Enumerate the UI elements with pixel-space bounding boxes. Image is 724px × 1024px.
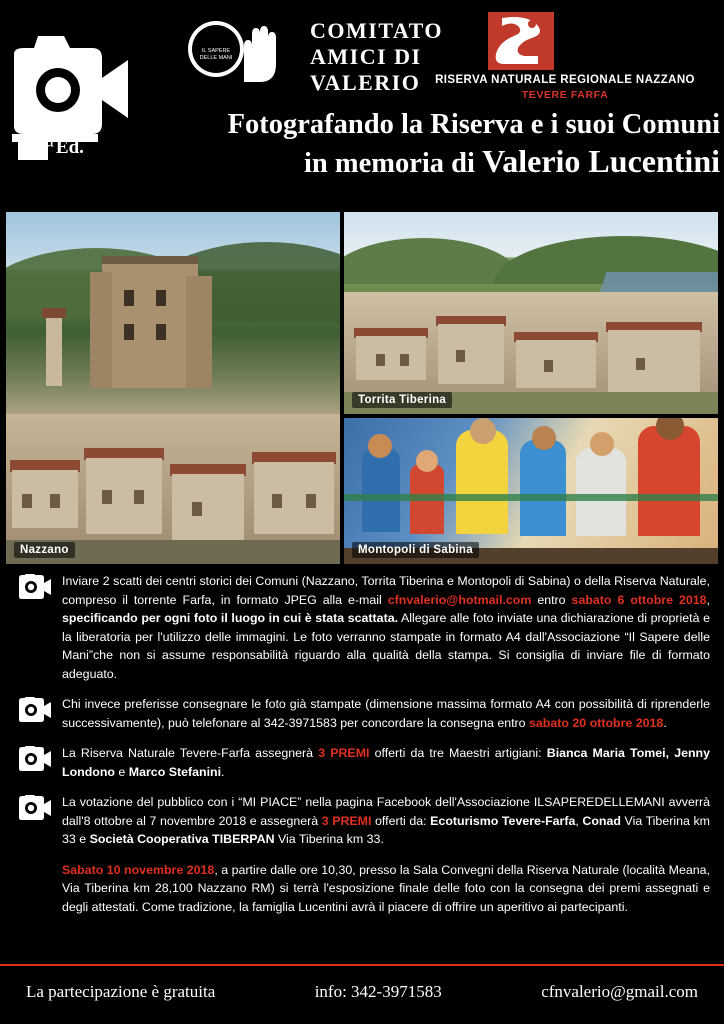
footer-info-phone: info: 342-3971583 bbox=[314, 982, 442, 1001]
body-text bbox=[0, 572, 724, 964]
paragraph-text: Sabato 10 novembre 2018, a partire dalle ore 10,30, presso la Sala Convegni della Riserva Naturale (località Meana, Via Tiberina km 28,100 Nazzano RM) si terrà l'esposizione finale delle foto con la consegna dei premi assegnati e degli attestati. Come tradizione, la famiglia Lucentini avrà il piacere di offrire un aperitivo ai partecipanti. bbox=[62, 862, 710, 914]
reserve-mark-icon bbox=[488, 12, 554, 70]
title-line-2 bbox=[120, 143, 720, 182]
photo-caption-nazzano: Nazzano bbox=[14, 542, 75, 558]
rules-paragraph bbox=[0, 744, 724, 781]
edition-label: Ed. bbox=[55, 137, 84, 158]
reserve-name: RISERVA NATURALE REGIONALE NAZZANO bbox=[435, 74, 695, 86]
photo-nazzano bbox=[6, 212, 340, 564]
photo-montopoli-di-sabina bbox=[344, 418, 718, 564]
svg-text:IL SAPERE: IL SAPERE bbox=[201, 48, 231, 54]
edition-number: 8 bbox=[18, 101, 45, 166]
footer-email: cfnvalerio@gmail.com bbox=[541, 982, 698, 1001]
photo-caption-torrita: Torrita Tiberina bbox=[352, 392, 452, 408]
camera-icon bbox=[18, 746, 52, 772]
reserve-subtitle: TEVERE FARFA bbox=[521, 89, 609, 101]
rules-paragraph bbox=[0, 793, 724, 849]
paragraph-text: Inviare 2 scatti dei centri storici dei Comuni (Nazzano, Torrita Tiberina e Montopoli di Sabina) o della Riserva Naturale, compreso il torrente Farfa, in formato JPEG alla e-mail cfnvalerio@hotmail.com entro sabato 6 ottobre 2018, specificando per ogni foto il luogo in cui è stata scattata. Allegare alle foto inviate una dichiarazione di proprietà e la liberatoria per l'utilizzo delle immagini. Le foto verranno stampate in formato A4 dall'Associazione “Il Sapere delle Mani”che non si assume responsabilità riguardo alla qualità della stampa. Si consiglia di inviare file di formato adeguato. bbox=[62, 574, 710, 681]
photo-caption-montopoli: Montopoli di Sabina bbox=[352, 542, 479, 558]
committee-line-2: AMICI DI bbox=[310, 44, 422, 69]
edition-badge bbox=[18, 101, 84, 166]
rules-paragraph bbox=[0, 861, 724, 917]
photo-mosaic bbox=[6, 212, 718, 564]
paragraph-text: La Riserva Naturale Tevere-Farfa assegnerà 3 PREMI offerti da tre Maestri artigiani: Bianca Maria Tomei, Jenny Londono e Marco Stefanini. bbox=[62, 746, 711, 779]
committee-line-3: VALERIO bbox=[310, 70, 421, 95]
rules-paragraph bbox=[0, 572, 724, 683]
paragraph-text: La votazione del pubblico con i “MI PIACE” nella pagina Facebook dell'Associazione ILSAPEREDELLEMANI avverrà dall'8 ottobre al 7 novembre 2018 e assegnerà 3 PREMI offerti da: Ecoturismo Tevere-Farfa, Conad Via Tiberina km 33 e Società Cooperativa TIBERPAN Via Tiberina km 33. bbox=[62, 795, 710, 846]
hand-logo-icon bbox=[186, 12, 278, 86]
photo-torrita-tiberina bbox=[344, 212, 718, 414]
rules-paragraph bbox=[0, 695, 724, 732]
reserve-logo bbox=[420, 12, 710, 101]
camera-icon bbox=[18, 795, 52, 821]
footer-free-participation: La partecipazione è gratuita bbox=[26, 982, 216, 1001]
title-line-1: Fotografando la Riserva e i suoi Comuni bbox=[227, 109, 720, 140]
edition-suffix: a bbox=[45, 129, 54, 152]
footer bbox=[0, 964, 724, 1024]
title-line-2-prefix: in memoria di bbox=[303, 148, 483, 179]
committee-line-1: COMITATO bbox=[310, 18, 444, 43]
page-title bbox=[120, 106, 720, 182]
title-line-2-name: Valerio Lucentini bbox=[482, 143, 720, 179]
poster-header bbox=[0, 0, 724, 205]
camera-icon bbox=[18, 697, 52, 723]
svg-text:DELLE MANI: DELLE MANI bbox=[199, 55, 233, 61]
camera-icon bbox=[18, 574, 52, 600]
paragraph-text: Chi invece preferisse consegnare le foto già stampate (dimensione massima formato A4 con possibilità di riprenderle successivamente), può telefonare al 342-3971583 per concordare la consegna entro sabato 20 ottobre 2018. bbox=[62, 697, 710, 730]
